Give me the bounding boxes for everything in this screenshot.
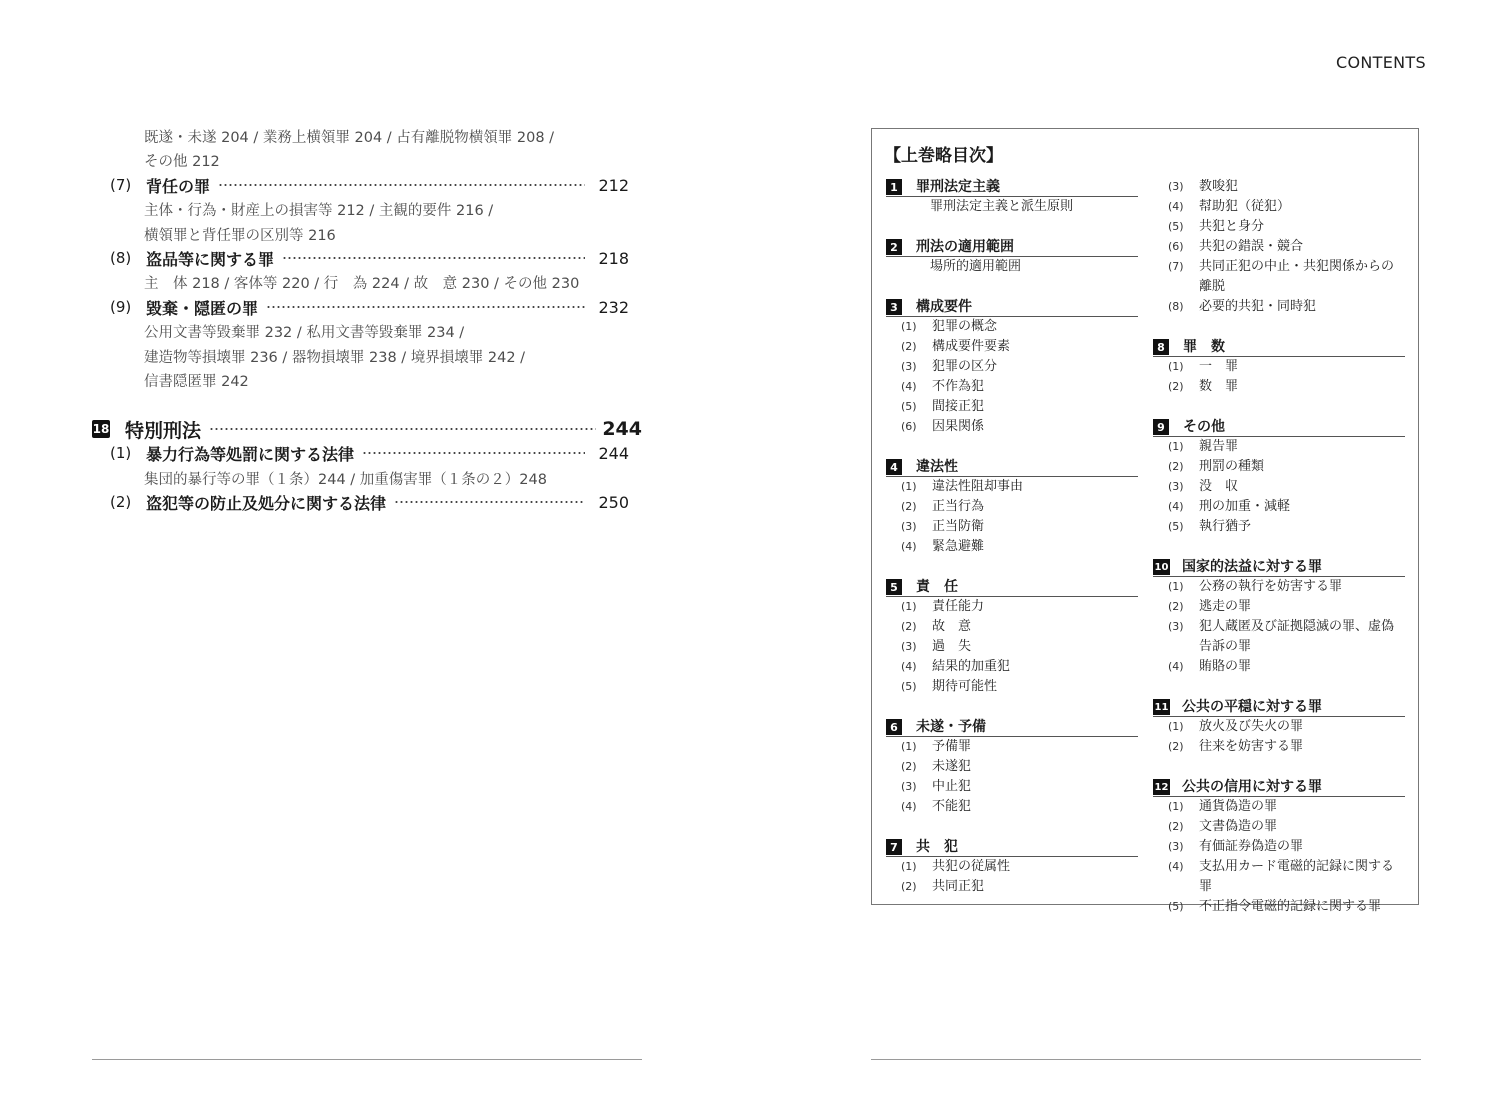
summary-item-number: (1) bbox=[901, 320, 917, 333]
toc-entry-title: 盗犯等の防止及処分に関する法律 bbox=[146, 493, 387, 513]
summary-section bbox=[886, 237, 1138, 277]
summary-section bbox=[1153, 177, 1405, 317]
summary-item bbox=[1153, 737, 1405, 757]
summary-item bbox=[886, 637, 1138, 657]
summary-item-text: 不能犯 bbox=[932, 799, 972, 814]
toc-entry[interactable] bbox=[92, 490, 642, 514]
dot-leader bbox=[218, 184, 585, 186]
summary-section-title: 違法性 bbox=[916, 459, 958, 475]
summary-item-text: 期待可能性 bbox=[932, 679, 998, 694]
summary-item-text: 犯罪の区分 bbox=[932, 359, 998, 374]
toc-detail-line: 公用文書等毀棄罪 232 / 私用文書等毀棄罪 234 / bbox=[144, 324, 465, 341]
summary-item-text: 共犯の錯誤・競合 bbox=[1199, 239, 1304, 254]
summary-item-text: 必要的共犯・同時犯 bbox=[1199, 299, 1317, 314]
summary-item-text: 未遂犯 bbox=[932, 759, 972, 774]
summary-section-heading[interactable] bbox=[886, 177, 1138, 197]
summary-item bbox=[886, 777, 1138, 797]
summary-item-text: 没 収 bbox=[1199, 479, 1239, 494]
summary-item-number: (3) bbox=[1168, 180, 1184, 193]
summary-section-title: 国家的法益に対する罪 bbox=[1182, 559, 1322, 575]
toc-entry-title: 毀棄・隠匿の罪 bbox=[146, 298, 259, 318]
summary-item-text: 執行猶予 bbox=[1199, 519, 1252, 534]
summary-section bbox=[1153, 557, 1405, 677]
summary-item-number: (2) bbox=[901, 500, 917, 513]
summary-item-number: (2) bbox=[1168, 460, 1184, 473]
summary-item bbox=[886, 497, 1138, 517]
summary-section-title: 未遂・予備 bbox=[916, 719, 986, 735]
summary-section-title: 刑法の適用範囲 bbox=[916, 239, 1014, 255]
dot-leader bbox=[282, 257, 585, 259]
toc-entry-number: (8) bbox=[110, 249, 132, 267]
summary-item-number: (3) bbox=[901, 520, 917, 533]
summary-item-text: 教唆犯 bbox=[1199, 179, 1239, 194]
summary-column-right bbox=[1153, 177, 1405, 937]
summary-item-text: 告訴の罪 bbox=[1199, 639, 1252, 654]
summary-item-text: 因果関係 bbox=[932, 419, 985, 434]
summary-item bbox=[1153, 357, 1405, 377]
summary-section bbox=[886, 717, 1138, 817]
running-head: CONTENTS bbox=[1336, 53, 1426, 72]
summary-item-text: 中止犯 bbox=[932, 779, 972, 794]
summary-section-heading[interactable] bbox=[1153, 697, 1405, 717]
summary-item bbox=[886, 337, 1138, 357]
summary-section bbox=[1153, 777, 1405, 917]
summary-section bbox=[886, 177, 1138, 217]
summary-section bbox=[886, 577, 1138, 697]
toc-chapter-title: 特別刑法 bbox=[125, 419, 202, 442]
summary-section-heading[interactable] bbox=[886, 577, 1138, 597]
summary-item-text: 文書偽造の罪 bbox=[1199, 819, 1278, 834]
summary-item-number: (5) bbox=[1168, 220, 1184, 233]
toc-entry-page: 250 bbox=[598, 492, 629, 512]
volume-one-summary-box bbox=[871, 128, 1419, 914]
summary-item-text: 共犯の従属性 bbox=[932, 859, 1011, 874]
summary-item-number: (3) bbox=[1168, 480, 1184, 493]
toc-entry-title: 暴力行為等処罰に関する法律 bbox=[146, 444, 355, 464]
toc-detail-line: 既遂・未遂 204 / 業務上横領罪 204 / 占有離脱物横領罪 208 / bbox=[144, 129, 555, 146]
summary-item bbox=[1153, 617, 1405, 637]
summary-item-number: (5) bbox=[901, 680, 917, 693]
chapter-number-badge: 18 bbox=[92, 422, 110, 436]
summary-item-number: (6) bbox=[901, 420, 917, 433]
summary-section-heading[interactable] bbox=[886, 297, 1138, 317]
summary-item-number: (3) bbox=[1168, 840, 1184, 853]
summary-item bbox=[886, 797, 1138, 817]
toc-detail-line: 信書隠匿罪 242 bbox=[144, 373, 249, 390]
summary-section-title: 公共の信用に対する罪 bbox=[1182, 779, 1322, 795]
summary-item bbox=[886, 517, 1138, 537]
summary-section-title: 責 任 bbox=[916, 579, 958, 595]
dot-leader bbox=[209, 428, 596, 430]
summary-section bbox=[1153, 697, 1405, 757]
section-number-badge: 2 bbox=[886, 239, 902, 255]
summary-item-text: 構成要件要素 bbox=[932, 339, 1011, 354]
section-number-badge: 10 bbox=[1153, 559, 1170, 575]
summary-item bbox=[1153, 497, 1405, 517]
summary-section-title: 公共の平穏に対する罪 bbox=[1182, 699, 1322, 715]
summary-item-number: (2) bbox=[1168, 600, 1184, 613]
summary-item bbox=[886, 657, 1138, 677]
section-number-badge: 4 bbox=[886, 459, 902, 475]
summary-item bbox=[1153, 817, 1405, 837]
summary-item-number: (4) bbox=[1168, 860, 1184, 873]
summary-item-text: 往来を妨害する罪 bbox=[1199, 739, 1304, 754]
summary-item-number: (4) bbox=[1168, 660, 1184, 673]
summary-item-number: (1) bbox=[901, 600, 917, 613]
summary-item-text: 通貨偽造の罪 bbox=[1199, 799, 1278, 814]
summary-item bbox=[1153, 217, 1405, 237]
summary-item-text: 刑罰の種類 bbox=[1199, 459, 1265, 474]
summary-item bbox=[886, 377, 1138, 397]
summary-item-text: 不作為犯 bbox=[932, 379, 985, 394]
toc-entry-number: (1) bbox=[110, 444, 132, 462]
summary-item bbox=[886, 877, 1138, 897]
summary-item-number: (3) bbox=[901, 780, 917, 793]
summary-item-number: (1) bbox=[1168, 720, 1184, 733]
summary-item bbox=[1153, 717, 1405, 737]
box-title: 【上巻略目次】 bbox=[884, 146, 1003, 166]
summary-item-number: (2) bbox=[901, 760, 917, 773]
summary-item-number: (8) bbox=[1168, 300, 1184, 313]
summary-item-number: (5) bbox=[1168, 900, 1184, 913]
summary-section-heading[interactable] bbox=[886, 717, 1138, 737]
summary-item-number: (3) bbox=[901, 360, 917, 373]
summary-section bbox=[886, 837, 1138, 897]
summary-item-number: (1) bbox=[901, 480, 917, 493]
toc-entry-page: 232 bbox=[598, 297, 629, 317]
summary-item-number: (7) bbox=[1168, 260, 1184, 273]
summary-item-text: 支払用カード電磁的記録に関する罪 bbox=[1199, 859, 1395, 894]
dot-leader bbox=[266, 306, 585, 308]
section-number-badge: 12 bbox=[1153, 779, 1170, 795]
toc-chapter[interactable] bbox=[92, 417, 642, 441]
summary-item bbox=[1153, 197, 1405, 217]
summary-item-text: 親告罪 bbox=[1199, 439, 1239, 454]
summary-item bbox=[1153, 457, 1405, 477]
summary-section-title: 罪刑法定主義 bbox=[916, 179, 1000, 195]
footer-rule-right bbox=[871, 1059, 1421, 1060]
toc-entry[interactable] bbox=[92, 441, 642, 465]
summary-item-number: (4) bbox=[901, 660, 917, 673]
summary-item bbox=[1153, 837, 1405, 857]
footer-rule-left bbox=[92, 1059, 642, 1060]
summary-item-text: 正当防衛 bbox=[932, 519, 985, 534]
summary-item-text: 刑の加重・減軽 bbox=[1199, 499, 1291, 514]
toc-entry-number: (2) bbox=[110, 493, 132, 511]
summary-section-heading[interactable] bbox=[1153, 777, 1405, 797]
summary-section-heading[interactable] bbox=[1153, 417, 1405, 437]
summary-item bbox=[1153, 517, 1405, 537]
summary-item-number: (5) bbox=[1168, 520, 1184, 533]
summary-item bbox=[1153, 477, 1405, 497]
section-number-badge: 9 bbox=[1153, 419, 1169, 435]
summary-item-text: 間接正犯 bbox=[932, 399, 985, 414]
summary-item bbox=[1153, 257, 1405, 277]
summary-item-number: (4) bbox=[901, 380, 917, 393]
summary-item-text: 緊急避難 bbox=[932, 539, 985, 554]
toc-detail-line: 主 体 218 / 客体等 220 / 行 為 224 / 故 意 230 / その他 230 bbox=[144, 275, 580, 292]
summary-item-text: 数 罪 bbox=[1199, 379, 1239, 394]
summary-item-number: (2) bbox=[901, 880, 917, 893]
summary-item bbox=[1153, 177, 1405, 197]
summary-item bbox=[1153, 637, 1405, 657]
summary-item-number: (2) bbox=[901, 620, 917, 633]
summary-item bbox=[886, 257, 1138, 277]
summary-item bbox=[1153, 797, 1405, 817]
toc-entry[interactable] bbox=[92, 295, 642, 319]
toc-chapter-page: 244 bbox=[602, 418, 642, 440]
summary-item-text: 離脱 bbox=[1199, 279, 1226, 294]
section-number-badge: 7 bbox=[886, 839, 902, 855]
toc-detail-line: 建造物等損壊罪 236 / 器物損壊罪 238 / 境界損壊罪 242 / bbox=[144, 349, 526, 366]
summary-item bbox=[886, 737, 1138, 757]
toc-entry-title: 盗品等に関する罪 bbox=[146, 249, 275, 269]
summary-item-text: 賄賂の罪 bbox=[1199, 659, 1252, 674]
summary-item bbox=[1153, 437, 1405, 457]
summary-item-text: 一 罪 bbox=[1199, 359, 1239, 374]
summary-item-text: 過 失 bbox=[932, 639, 972, 654]
section-number-badge: 3 bbox=[886, 299, 902, 315]
summary-item-text: 共同正犯 bbox=[932, 879, 985, 894]
summary-section-title: 構成要件 bbox=[916, 299, 972, 315]
summary-item bbox=[886, 477, 1138, 497]
toc-entry-number: (9) bbox=[110, 298, 132, 316]
summary-item-number: (1) bbox=[1168, 360, 1184, 373]
summary-item-text: 犯人蔵匿及び証拠隠滅の罪、虚偽 bbox=[1199, 619, 1395, 634]
summary-item bbox=[886, 617, 1138, 637]
summary-item-number: (4) bbox=[901, 800, 917, 813]
summary-section-heading[interactable] bbox=[886, 457, 1138, 477]
summary-item-number: (5) bbox=[901, 400, 917, 413]
summary-item-text: 正当行為 bbox=[932, 499, 985, 514]
summary-item bbox=[886, 857, 1138, 877]
summary-item-text: 犯罪の概念 bbox=[932, 319, 998, 334]
section-number-badge: 5 bbox=[886, 579, 902, 595]
summary-section bbox=[886, 297, 1138, 437]
summary-item-text: 公務の執行を妨害する罪 bbox=[1199, 579, 1343, 594]
summary-section-title: その他 bbox=[1183, 419, 1225, 435]
section-number-badge: 11 bbox=[1153, 699, 1170, 715]
summary-item bbox=[886, 357, 1138, 377]
toc-detail-line: 集団的暴行等の罪（１条）244 / 加重傷害罪（１条の２）248 bbox=[144, 471, 547, 488]
summary-section-heading[interactable] bbox=[1153, 557, 1405, 577]
summary-item-number: (4) bbox=[1168, 500, 1184, 513]
summary-item bbox=[886, 597, 1138, 617]
summary-item bbox=[886, 757, 1138, 777]
summary-item-text: 予備罪 bbox=[932, 739, 972, 754]
toc-entry[interactable] bbox=[92, 173, 642, 197]
summary-item-number: (2) bbox=[1168, 740, 1184, 753]
toc-entry-number: (7) bbox=[110, 176, 132, 194]
summary-item-number: (3) bbox=[901, 640, 917, 653]
summary-item bbox=[886, 677, 1138, 697]
summary-item bbox=[1153, 377, 1405, 397]
summary-item bbox=[1153, 277, 1405, 297]
summary-item-number: (1) bbox=[1168, 440, 1184, 453]
summary-item-number: (4) bbox=[1168, 200, 1184, 213]
summary-section-heading[interactable] bbox=[886, 237, 1138, 257]
summary-item-text: 故 意 bbox=[932, 619, 972, 634]
summary-item-number: (4) bbox=[901, 540, 917, 553]
summary-item-number: (2) bbox=[901, 340, 917, 353]
summary-item-number: (2) bbox=[1168, 380, 1184, 393]
summary-item bbox=[1153, 657, 1405, 677]
toc-detail-line: 主体・行為・財産上の損害等 212 / 主観的要件 216 / bbox=[144, 202, 494, 219]
summary-item bbox=[1153, 857, 1405, 897]
summary-item-text: 共同正犯の中止・共犯関係からの bbox=[1199, 259, 1395, 274]
summary-item-text: 罪刑法定主義と派生原則 bbox=[930, 199, 1074, 214]
summary-item bbox=[886, 197, 1138, 217]
summary-item bbox=[886, 417, 1138, 437]
summary-item bbox=[1153, 237, 1405, 257]
summary-item bbox=[1153, 897, 1405, 917]
dot-leader bbox=[362, 452, 585, 454]
summary-item bbox=[886, 317, 1138, 337]
section-number-badge: 1 bbox=[886, 179, 902, 195]
summary-item-text: 共犯と身分 bbox=[1199, 219, 1265, 234]
summary-item-text: 違法性阻却事由 bbox=[932, 479, 1024, 494]
summary-section-heading[interactable] bbox=[886, 837, 1138, 857]
summary-column-left bbox=[886, 177, 1138, 917]
summary-item bbox=[1153, 297, 1405, 317]
summary-section bbox=[886, 457, 1138, 557]
toc-detail-line: その他 212 bbox=[144, 153, 220, 170]
summary-section-title: 共 犯 bbox=[916, 839, 958, 855]
summary-item-number: (1) bbox=[1168, 800, 1184, 813]
toc-entry[interactable] bbox=[92, 246, 642, 270]
summary-item-number: (3) bbox=[1168, 620, 1184, 633]
toc-entry-page: 212 bbox=[598, 175, 629, 195]
summary-item-text: 責任能力 bbox=[932, 599, 985, 614]
dot-leader bbox=[394, 501, 585, 503]
summary-item bbox=[886, 397, 1138, 417]
summary-item-text: 幇助犯（従犯） bbox=[1199, 199, 1291, 214]
summary-item-number: (6) bbox=[1168, 240, 1184, 253]
summary-item bbox=[1153, 597, 1405, 617]
section-number-badge: 8 bbox=[1153, 339, 1169, 355]
summary-item-text: 場所的適用範囲 bbox=[930, 259, 1022, 274]
summary-item-number: (1) bbox=[901, 740, 917, 753]
summary-item-text: 放火及び失火の罪 bbox=[1199, 719, 1304, 734]
summary-section-title: 罪 数 bbox=[1183, 339, 1225, 355]
summary-item bbox=[886, 537, 1138, 557]
summary-section-heading[interactable] bbox=[1153, 337, 1405, 357]
summary-item-number: (2) bbox=[1168, 820, 1184, 833]
summary-item bbox=[1153, 577, 1405, 597]
summary-section bbox=[1153, 417, 1405, 537]
toc-entry-page: 244 bbox=[598, 443, 629, 463]
summary-section bbox=[1153, 337, 1405, 397]
toc-detail-line: 横領罪と背任罪の区別等 216 bbox=[144, 227, 336, 244]
summary-item-number: (1) bbox=[1168, 580, 1184, 593]
summary-item-text: 結果的加重犯 bbox=[932, 659, 1011, 674]
toc-entry-page: 218 bbox=[598, 248, 629, 268]
toc-entry-title: 背任の罪 bbox=[146, 176, 211, 196]
section-number-badge: 6 bbox=[886, 719, 902, 735]
summary-item-text: 逃走の罪 bbox=[1199, 599, 1252, 614]
summary-item-number: (1) bbox=[901, 860, 917, 873]
summary-item-text: 有価証券偽造の罪 bbox=[1199, 839, 1304, 854]
summary-item-text: 不正指令電磁的記録に関する罪 bbox=[1199, 899, 1382, 914]
